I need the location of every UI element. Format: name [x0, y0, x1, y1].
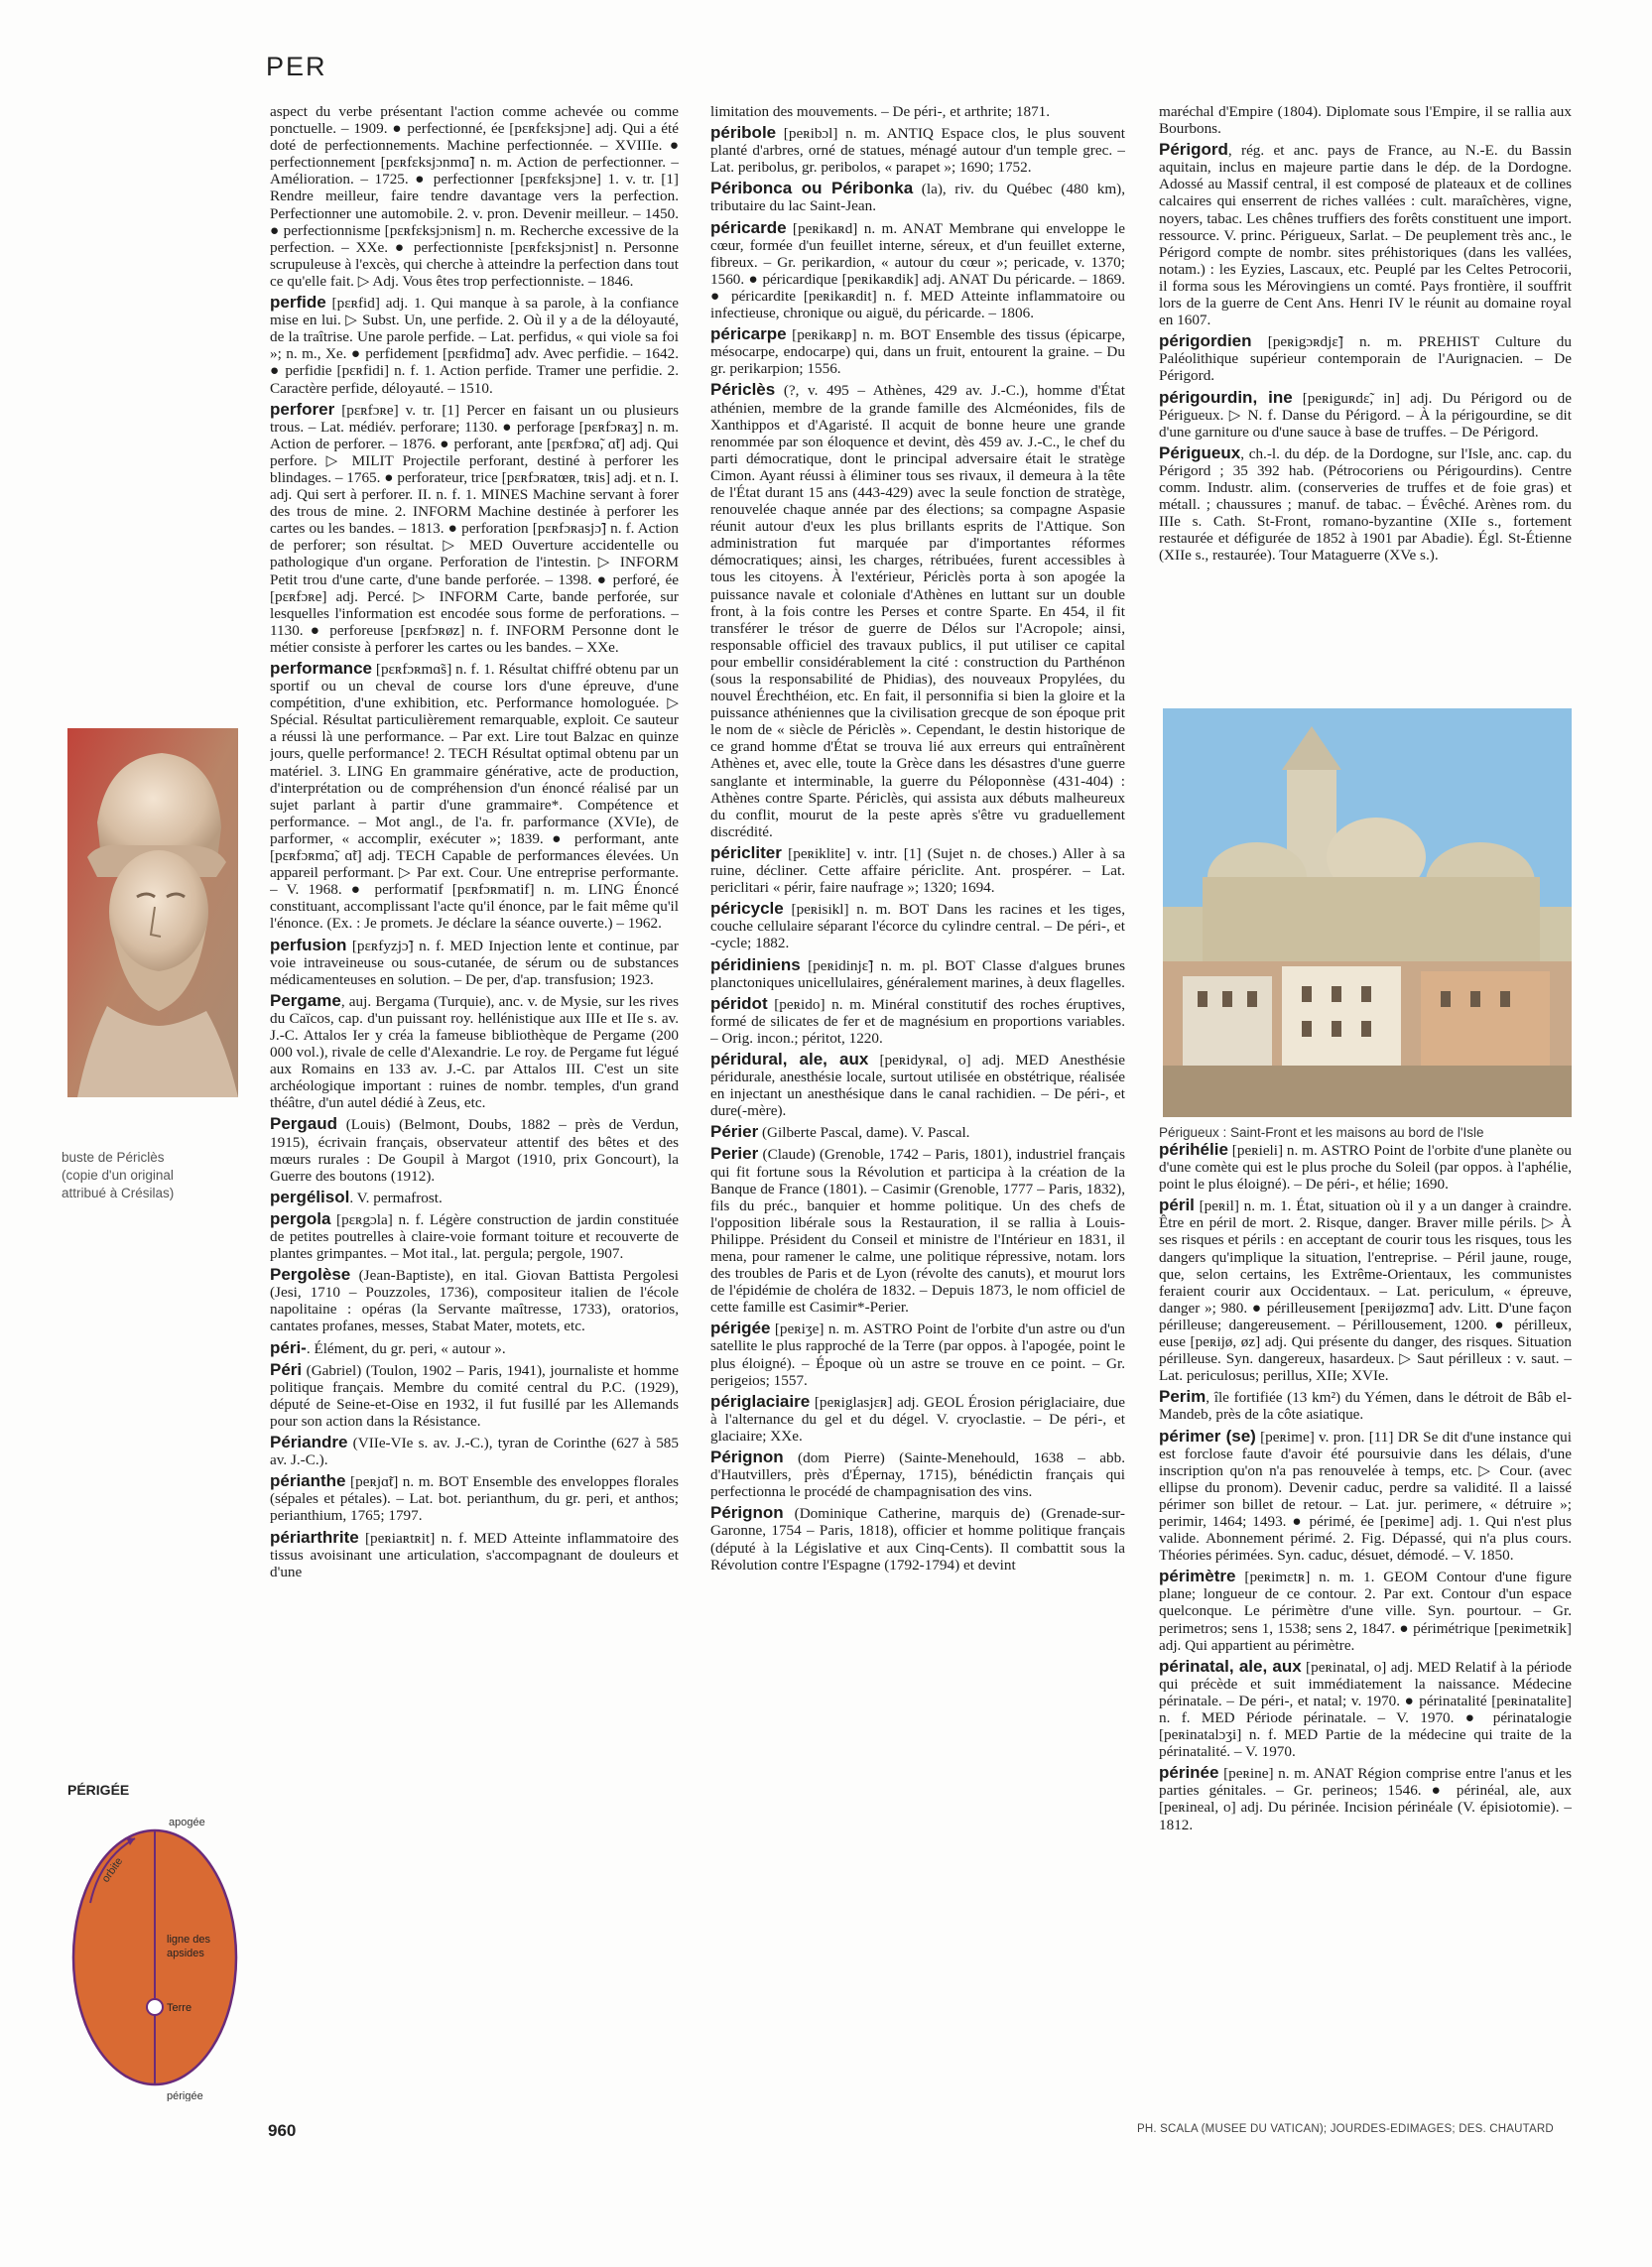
column-1 [270, 103, 679, 2132]
dictionary-entry [1159, 103, 1572, 137]
perigee-label: périgée [167, 2090, 203, 2101]
entry-definition: (Claude) (Grenoble, 1742 – Paris, 1801), industriel français qui fit fortune sous la Révolution et participa à la création de la Banque de France (1801). – Casimir (Grenoble, 1777 – Paris, 1832), fils du préc., banquier et homme politique. Un des chefs de l'opposition libérale sous la Restauration, il se rallia à Louis-Philippe. Président du Conseil et ministre de l'Intérieur en 1831, il mena, pour ramener le calme, une politique répressive, notam. lors des troubles de Paris et de Lyon (révolte des canuts), et mourut lors de l'épidémie de choléra de 1832. – Depuis 1873, le nom officiel de cette famille est Casimir*-Perier. [710, 1146, 1125, 1317]
entry-headword: péridiniens [710, 954, 801, 974]
dictionary-entry [270, 992, 679, 1112]
dictionary-entry [710, 124, 1125, 176]
entry-definition: [pɛʀfɔʀe] v. tr. [1] Percer en faisant un ou plusieurs trous. – Lat. médiév. perforare; 1130. ● perforage [pɛʀfɔʀaʒ] n. m. Action de perforer. – 1876. ● perforant, ante [pɛʀfɔʀɑ̃, ɑ̃t] adj. Qui perfore. ▷ MILIT Projectile perforant, destiné à perforer les blindages. – 1765. ● perforateur, trice [pɛʀfɔʀatœʀ, tʀis] adj. et n. I. adj. Qui sert à perforer. II. n. f. 1. MINES Machine servant à forer des trous de mine. 2. INFORM Machine destinée à perforer les cartes ou les bandes. – 1813. ● perforation [pɛʀfɔʀasjɔ̃] n. f. Action de perforer; son résultat. ▷ MED Ouverture accidentelle ou pathologique d'un organe. Perforation de l'intestin. ▷ INFORM Petit trou d'une carte, d'une bande perforée. – 1398. ● perforé, ée [pɛʀfɔʀe] adj. Percé. ▷ INFORM Carte, bande perforée, sur lesquelles l'information est encodée sous forme de perforations. – 1130. ● perforeuse [pɛʀfɔʀøz] n. f. INFORM Personne dont le métier consiste à perforer les cartes ou les bandes. – XXe. [270, 401, 679, 656]
dictionary-entry [270, 937, 679, 988]
pericles-caption [62, 1149, 250, 1202]
entry-definition: (Jean-Baptiste), en ital. Giovan Battista Pergolesi (Jesi, 1710 – Pouzzoles, 1736), compositeur italien de l'école napolitaine : opéras (la Servante maîtresse, 1733), oratorios, cantates profanes, messes, Stabat Mater, motets, etc. [270, 1267, 679, 1335]
entry-headword: péridot [710, 993, 768, 1013]
dictionary-entry [710, 1504, 1125, 1573]
entry-definition: . V. permafrost. [349, 1189, 443, 1206]
column-3-bottom [1159, 1141, 1572, 2133]
entry-definition: limitation des mouvements. – De péri-, et arthrite; 1871. [710, 103, 1051, 120]
entry-definition: [peʀime] v. pron. [11] DR Se dit d'une instance qui est forclose faute d'avoir été poursuivie dans les délais, d'une inscription qu'on n'a pas renouvelée à temps, etc. ▷ Cour. (avec ellipse du pronom). Devenir caduc, perdre sa validité. Il a laissé périmer son billet de retour. – Lat. jur. perimere, « détruire »; perimir, 1464; 1493. ● périmé, ée [peʀime] adj. 1. Qui n'est plus valide. Abonnement périmé. 2. Fig. Dépassé, qui n'a plus cours. Théories périmées. Syn. caduc, désuet, démodé. – V. 1850. [1159, 1428, 1572, 1565]
perigee-diagram-title: PÉRIGÉE [67, 1782, 130, 1798]
entry-definition: [peʀil] n. m. 1. État, situation où il y a un danger à craindre. Être en péril de mort. 2. Risque, danger. Braver mille périls. ▷ À ses risques et périls : en acceptant de courir tous les risques, tous les dangers qu'implique la situation, l'entreprise. – Péril jaune, rouge, que, selon certains, les Extrême-Orientaux, les communistes feraient courir aux Occidentaux. – Lat. periculum, « épreuve, danger »; 980. ● périlleusement [peʀijøzmɑ̃] adv. Litt. D'une façon périlleuse; dangereusement. – Périllousement, 1200. ● périlleux, euse [peʀijø, øz] adj. Qui présente du danger, des risques. Situation périlleuse. Syn. dangereux, hasardeux. ▷ Saut périlleux : v. saut. – Lat. periculosus; perillus, XIIe; XVIe. [1159, 1197, 1572, 1385]
entry-definition: [pɛʀfid] adj. 1. Qui manque à sa parole, à la confiance mise en lui. ▷ Subst. Un, une perfide. 2. Où il y a de la déloyauté, de la traîtrise. Une parole perfide. – Lat. perfidus, « qui viole sa foi »; n. m., Xe. ● perfidement [pɛʀfidmɑ̃] adv. Avec perfidie. – 1642. ● perfidie [pɛʀfidi] n. f. 1. Action perfide. Tramer une perfidie. 2. Caractère perfide, déloyauté. – 1510. [270, 295, 679, 397]
dictionary-entry [710, 1320, 1125, 1388]
entry-definition: (dom Pierre) (Sainte-Menehould, 1638 – abb. d'Hautvillers, près d'Épernay, 1715), bénédictin français qui perfectionna le procédé de champagnisation des vins. [710, 1449, 1125, 1501]
entry-definition: [pɛʀfɔʀmɑ̃s] n. f. 1. Résultat chiffré obtenu par un sportif ou un cheval de course lors d'une épreuve, d'une compétition, d'une exhibition, etc. Performance homologuée. ▷ Spécial. Résultat particulièrement remarquable, exploit. Ce sauteur a réussi là une performance. – Par ext. Lire tout Balzac en quinze jours, quelle performance! 2. TECH Résultat optimal obtenu par un matériel. 3. LING En grammaire générative, acte de production, d'interprétation ou de compréhension d'un énoncé réalisé par un sujet parlant à partir d'une grammaire*. Compétence et performance. – Mot angl., de l'a. fr. parformance (XVIe), de parformer, « accomplir, exécuter »; 1839. ● performant, ante [pɛʀfɔʀmɑ̃, ɑ̃t] adj. TECH Capable de performances élevées. Un appareil performant. ▷ Par ext. Cour. Une entreprise performante. – V. 1968. ● performatif [pɛʀfɔʀmatif] n. m. LING Énoncé constituant, accomplissant l'acte qu'il énonce, par le fait même qu'il l'énonce. (Ex. : Je promets. Je déclare la séance ouverte.) – 1962. [270, 661, 679, 933]
entry-headword: péricliter [710, 842, 782, 862]
entry-definition: (Louis) (Belmont, Doubs, 1882 – près de Verdun, 1915), écrivain français, observateur attentif des bêtes et des mœurs rurales : De Goupil à Margot (1910, prix Goncourt), la Guerre des boutons (1912). [270, 1116, 679, 1185]
running-head: PER [266, 52, 327, 81]
entry-headword: périglaciaire [710, 1391, 811, 1411]
entry-definition: [peʀido] n. m. Minéral constitutif des roches éruptives, formé de silicates de fer et de magnésium en proportions variables. – Orig. incon.; péritot, 1220. [710, 995, 1125, 1047]
entry-definition: [peʀidyʀal, o] adj. MED Anesthésie péridurale, anesthésie locale, surtout utilisée en obstétrique, réalisée en injectant un anesthésique dans le canal rachidien. – De péri-, et dure(-mère). [710, 1051, 1125, 1120]
dictionary-entry [710, 900, 1125, 951]
dictionary-entry [1159, 1568, 1572, 1653]
dictionary-entry [1159, 1196, 1572, 1384]
entry-headword: péridural, ale, aux [710, 1049, 869, 1069]
column-3-top [1159, 103, 1572, 698]
entry-headword: Pérignon [710, 1503, 784, 1523]
entry-headword: périmer (se) [1159, 1426, 1256, 1446]
entry-headword: périgourdin, ine [1159, 387, 1293, 407]
pericles-caption-line-2: (copie d'un original [62, 1168, 174, 1183]
entry-headword: Pergame [270, 990, 341, 1010]
entry-definition: [peʀiklite] v. intr. [1] (Sujet n. de choses.) Aller à sa ruine, décliner. Cette affaire périclite. Ant. prospérer. – Lat. periclitari « périr, faire naufrage »; 1320; 1694. [710, 844, 1125, 897]
entry-headword: péril [1159, 1196, 1195, 1215]
dictionary-entry [270, 660, 679, 933]
entry-definition: (la), riv. du Québec (480 km), tributaire du lac Saint-Jean. [710, 181, 1125, 215]
entry-headword: Périer [710, 1122, 759, 1142]
perigueux-caption: Périgueux : Saint-Front et les maisons au bord de l'Isle [1159, 1125, 1484, 1140]
entry-definition: [peʀine] n. m. ANAT Région comprise entre l'anus et les parties génitales. – Gr. perineos; 1546. ● périnéal, ale, aux [peʀineal, o] adj. Du périnée. Incision périnéale (V. épisiotomie). – 1812. [1159, 1765, 1572, 1833]
apsides-label-1: ligne des [167, 1934, 211, 1946]
entry-definition: (VIIe-VIe s. av. J.-C.), tyran de Corinthe (627 à 585 av. J.-C.). [270, 1435, 679, 1469]
pericles-caption-line-1 [62, 1149, 250, 1167]
dictionary-entry [710, 1051, 1125, 1119]
dictionary-entry [710, 1393, 1125, 1445]
column-2 [710, 103, 1125, 2132]
entry-headword: Périandre [270, 1433, 348, 1452]
entry-headword: perforer [270, 399, 335, 419]
entry-definition: [pɛʀgɔla] n. f. Légère construction de jardin constituée de petites poutrelles à claire-voie formant toiture et recouverte de plantes grimpantes. – Mot ital., lat. pergula; pergole, 1907. [270, 1210, 679, 1263]
entry-headword: périanthe [270, 1471, 346, 1491]
entry-headword: périnatal, ale, aux [1159, 1656, 1302, 1676]
dictionary-entry [270, 1472, 679, 1524]
entry-definition: [peʀiaʀtʀit] n. f. MED Atteinte inflammatoire des tissus avoisinant une articulation, s'accompagnant de douleurs et d'une [270, 1529, 679, 1580]
entry-definition: [peʀinatal, o] adj. MED Relatif à la période qui précède et suit immédiatement la naissance. Médecine périnatale. – De péri-, et natal; v. 1970. ● périnatalité [peʀinatalite] n. f. MED Période périnatale. – V. 1970. ● périnatalogie [peʀinatalɔʒi] n. f. MED Partie de la médecine qui traite de la périnatalité. – V. 1970. [1159, 1658, 1572, 1761]
entry-headword: péricycle [710, 899, 784, 919]
entry-definition: (Dominique Catherine, marquis de) (Grenade-sur-Garonne, 1754 – Paris, 1818), officier et homme politique français (député à la Législative et aux Cinq-Cents). Il combattit sous la Révolution contre l'Espagne (1792-1794) et devint [710, 1505, 1125, 1574]
entry-definition: (?, v. 495 – Athènes, 429 av. J.-C.), homme d'État athénien, membre de la grande famille des Alcméonides, fils de Xanthippos et d'Agaristé. Il acquit de bonne heure une grande renommée par son éloquence et devint, dès 459 av. J.-C., le chef du parti démocratique, dont le principal adversaire était le stratège Cimon. Ayant réussi à éliminer tous ses rivaux, il demeura à la tête de l'État durant 15 ans (443-429) avec la seule fonction de stratège, renouvelée chaque année par des élections; sa compagne Aspasie réunit autour d'eux les plus brillants esprits de l'Attique. Son administration fut marquée par d'importantes réformes démocratiques; ainsi, les charges, rétribuées, furent accessibles à tous les citoyens. À l'extérieur, Périclès porta à son apogée la puissance navale et coloniale d'Athènes en luttant sur un double front, à la fois contre les Perses et contre Sparte. En 454, il fit transférer le trésor de guerre de Délos sur l'Acropole; ainsi, responsable officiel des travaux publics, il put utiliser ce capital pour embellir considérablement la cité : construction du Parthénon (sous la responsabilité de Phidias), des nouveaux Propylées, du nouvel Érechthéion, etc. En fait, il personnifia si bien la gloire et la puissance athéniennes que la civilisation grecque de son époque prit le nom de « siècle de Périclès ». Cependant, le destin historique de ce grand homme d'État se trouva lié aux erreurs qui entraînèrent Athènes et, avec elle, toute la Grèce dans les désastres d'une guerre sanglante et interminable, la guerre du Péloponnèse (431-404) : Athènes contre Sparte. Périclès, qui assista aux débuts malheureux du conflit, mourut de la peste après s'être vu graduellement discrédité. [710, 382, 1125, 840]
dictionary-entry [710, 381, 1125, 840]
entry-headword: performance [270, 659, 372, 678]
entry-definition: . Élément, du gr. peri, « autour ». [306, 1339, 506, 1357]
entry-definition: [peʀimɛtʀ] n. m. 1. GEOM Contour d'une figure plane; longueur de ce contour. 2. Par ext. Contour d'un espace quelconque. Le périmètre d'une ville. Syn. pourtour. – Gr. perimetros; sens 1, 1538; sens 2, 1847. ● périmétrique [peʀimetʀik] adj. Qui appartient au périmètre. [1159, 1569, 1572, 1654]
dictionary-entry [270, 103, 679, 290]
entry-headword: Péri [270, 1359, 303, 1379]
earth-label: Terre [167, 2002, 192, 2014]
entry-definition: , auj. Bergama (Turquie), anc. v. de Mysie, sur les rives du Caïcos, cap. d'un puissant roy. hellénistique aux IIIe et IIe s. av. J.-C. Attalos Ier y créa la fameuse bibliothèque de Pergame (200 000 vol.), rivale de celle d'Alexandrie. Le roy. de Pergame fut légué aux Romains en 133 av. J.-C. par Attalos III. C'est un site archéologique important : ruines de nombr. temples, d'un grand théâtre, d'un autel dédié à Zeus, etc. [270, 992, 679, 1112]
dictionary-entry [270, 1339, 679, 1357]
entry-headword: Péribonca ou Péribonka [710, 179, 914, 198]
entry-definition: [peʀiguʀdɛ̃, in] adj. Du Périgord ou de Périgueux. ▷ N. f. Danse du Périgord. – À la périgourdine, se dit d'une garniture ou d'une sauce à base de truffes. – De Périgord. [1159, 389, 1572, 441]
entry-definition: maréchal d'Empire (1804). Diplomate sous l'Empire, il se rallia aux Bourbons. [1159, 103, 1572, 138]
dictionary-entry [1159, 1388, 1572, 1423]
dictionary-entry [710, 180, 1125, 214]
entry-headword: périgée [710, 1319, 771, 1338]
entry-definition: [peʀigɔʀdjɛ̃] n. m. PREHIST Culture du Paléolithique supérieur contemporain de l'Aurignacien. – De Périgord. [1159, 333, 1572, 385]
entry-headword: perfusion [270, 935, 347, 954]
dictionary-entry [710, 995, 1125, 1047]
dictionary-entry [710, 1145, 1125, 1316]
entry-headword: périarthrite [270, 1527, 359, 1547]
dictionary-entry [270, 1266, 679, 1334]
entry-headword: périmètre [1159, 1567, 1236, 1586]
dictionary-entry [270, 1529, 679, 1580]
entry-headword: périgordien [1159, 331, 1252, 351]
entry-headword: Périgord [1159, 140, 1228, 160]
entry-headword: Périgueux [1159, 442, 1241, 462]
apsides-label-2: apsides [167, 1948, 204, 1959]
dictionary-entry [710, 956, 1125, 991]
entry-headword: péricarpe [710, 324, 787, 344]
dictionary-entry [710, 1448, 1125, 1500]
entry-definition: [pɛʀfyzjɔ̃] n. f. MED Injection lente et continue, par voie intraveineuse ou sous-cutanée, de sérum ou de substances médicamenteuses en solution. – De per, d'ap. transfusion; 1923. [270, 937, 679, 988]
dictionary-entry [1159, 1764, 1572, 1832]
dictionary-entry [270, 1189, 679, 1206]
entry-headword: péri- [270, 1337, 307, 1357]
dictionary-entry [270, 1210, 679, 1262]
entry-headword: perfide [270, 293, 326, 313]
entry-definition: [peʀieli] n. m. ASTRO Point de l'orbite d'une planète ou d'une comète qui est le plus proche du Soleil (par oppos. à l'aphélie, point le plus éloigné). – De péri-, et hélie; 1690. [1159, 1142, 1572, 1194]
dictionary-entry [710, 103, 1125, 120]
dictionary-entry [710, 325, 1125, 377]
entry-definition: [peʀiglasjɛʀ] adj. GEOL Érosion périglaciaire, due à l'alternance du gel et du dégel. V. cryoclastie. – De péri-, et glaciaire; XXe. [710, 1393, 1125, 1445]
entry-definition: [peʀikaʀp] n. m. BOT Ensemble des tissus (épicarpe, mésocarpe, endocarpe) qui, dans un fruit, entourent la graine. – Du gr. perikarpion; 1556. [710, 326, 1125, 378]
dictionary-entry [1159, 1428, 1572, 1565]
entry-definition: [peʀidinjɛ̃] n. m. pl. BOT Classe d'algues brunes planctoniques unicellulaires, généralement marines, à deux flagelles. [710, 956, 1125, 991]
perigueux-cathedral-image [1163, 708, 1572, 1117]
entry-headword: péricarde [710, 217, 787, 237]
dictionary-entry [1159, 332, 1572, 384]
dictionary-entry [270, 1361, 679, 1430]
entry-definition: , ch.-l. du dép. de la Dordogne, sur l'Isle, anc. cap. du Périgord ; 35 392 hab. (Pétrocoriens ou Périgourdins). Centre comm. Industr. alim. (conserveries de truffes et de foie gras) et métall. ; chaussures ; manuf. de tabac. – Évêché. Arènes rom. du IIIe s. Cath. St-Front, romano-byzantine (XIIe s., fortement restaurée et défigurée de 1852 à 1901 par Abadie). Égl. St-Étienne (XIIe s., restaurée). Tour Mataguerre (XVe s.). [1159, 444, 1572, 565]
dictionary-entry [710, 844, 1125, 896]
entry-definition: [peʀjɑ̃t] n. m. BOT Ensemble des enveloppes florales (sépales et pétales). – Lat. bot. perianthum, du gr. peri, et anthos; perianthium, 1765; 1797. [270, 1473, 679, 1525]
dictionary-entry [710, 1123, 1125, 1141]
dictionary-entry [1159, 444, 1572, 565]
apogee-label: apogée [169, 1817, 205, 1828]
entry-headword: périhélie [1159, 1141, 1228, 1159]
entry-headword: Perim [1159, 1387, 1207, 1407]
earth-icon [147, 1999, 163, 2015]
entry-definition: , rég. et anc. pays de France, au N.-E. du Bassin aquitain, inclus en majeure partie dans le dép. de la Dordogne. Adossé au Massif central, il est composé de plateaux et de collines calcaires qui enserrent de riches vallées : cult. maraîchères, vigne, noyers, tabac. Les chênes truffiers des forêts constituent une import. ressource. V. princ. Périgueux, Sarlat. – De peuplement très anc., le Périgord compte de nombr. sites préhistoriques (dans les vallées, notam.) : les Eyzies, Lascaux, etc. Peuplé par les Celtes Petrocorii, il forma sous les Mérovingiens un comté. Pays frontière, il souffrit lors de la guerre de Cent Ans. Henri IV le réunit au domaine royal en 1607. [1159, 142, 1572, 329]
dictionary-entry [1159, 1658, 1572, 1761]
entry-definition: [peʀibɔl] n. m. ANTIQ Espace clos, le plus souvent planté d'arbres, orné de statues, ménagé autour d'un temple grec. – Lat. peribolus, gr. peribolos, « parapet »; 1690; 1752. [710, 125, 1125, 177]
pericles-caption-line-3: attribué à Crésilas) [62, 1186, 175, 1200]
entry-definition: [peʀikaʀd] n. m. ANAT Membrane qui enveloppe le cœur, formée d'un feuillet interne, séreux, et d'un feuillet externe, fibreux. – Gr. perikardion, « autour du cœur »; pericade, v. 1370; 1560. ● péricardique [peʀikaʀdik] adj. ANAT Du péricarde. – 1869. ● péricardite [peʀikaʀdit] n. f. MED Atteinte inflammatoire ou infectieuse, chronique ou aiguë, du péricarde. – 1806. [710, 219, 1125, 322]
entry-headword: pergola [270, 1208, 331, 1228]
entry-headword: Pergolèse [270, 1265, 351, 1285]
dictionary-entry [270, 294, 679, 397]
entry-definition: aspect du verbe présentant l'action comme achevée ou comme ponctuelle. – 1909. ● perfectionné, ée [pɛʀfɛksjɔne] adj. Qui a été doté de perfectionnements. Machine perfectionnée. – XVIIIe. ● perfectionnement [pɛʀfɛksjɔnmɑ̃] n. m. Action de perfectionner. – Amélioration. – 1725. ● perfectionner [pɛʀfɛksjɔne] 1. v. tr. [1] Rendre meilleur, faire tendre davantage vers la perfection. Perfectionner une automobile. 2. v. pron. Devenir meilleur. – 1450. ● perfectionnisme [pɛʀfɛksjɔnism] n. m. Recherche excessive de la perfection. – XXe. ● perfectionniste [pɛʀfɛksjɔnist] n. Personne scrupuleuse à l'excès, qui cherche à atteindre la perfection dans tout ce qu'elle fait. ▷ Adj. Vous êtes trop perfectionniste. – 1846. [270, 103, 679, 290]
dictionary-entry [270, 1115, 679, 1184]
dictionary-entry [1159, 389, 1572, 441]
dictionary-entry [710, 219, 1125, 322]
entry-headword: Périclès [710, 380, 776, 400]
entry-headword: péribole [710, 123, 777, 143]
entry-definition: [peʀisikl] n. m. BOT Dans les racines et les tiges, couche cellulaire séparant l'écorce du cylindre central. – De péri-, et -cycle; 1882. [710, 901, 1125, 952]
entry-headword: Perier [710, 1144, 759, 1164]
dictionary-entry [1159, 1141, 1572, 1193]
pericles-bust-photo [67, 728, 238, 1097]
pericles-bust-image [67, 728, 238, 1097]
photo-credits: PH. SCALA (MUSEE DU VATICAN); JOURDES-EDIMAGES; DES. CHAUTARD [1137, 2123, 1554, 2135]
orbit-label: orbite [99, 1855, 126, 1885]
entry-definition: (Gabriel) (Toulon, 1902 – Paris, 1941), journaliste et homme politique français. Membre du comité central du P.C. (1929), député de Seine-et-Oise en 1932, il fut fusillé par les Allemands pour son action dans la Résistance. [270, 1361, 679, 1430]
entry-definition: (Gilberte Pascal, dame). V. Pascal. [758, 1124, 970, 1142]
page-number: 960 [268, 2121, 297, 2140]
entry-definition: [peʀiʒe] n. m. ASTRO Point de l'orbite d'un astre ou d'un satellite le plus rapproché de la Terre (par oppos. à l'apogée, point le plus éloigné). – Époque où un astre se trouve en ce point. – Gr. perigeios; 1557. [710, 1321, 1125, 1389]
dictionary-entry [270, 1434, 679, 1468]
dictionary-entry [1159, 141, 1572, 328]
pericles-caption-line-1-text: buste de Périclès [62, 1150, 165, 1165]
entry-definition: , île fortifiée (13 km²) du Yémen, dans le détroit de Bâb el-Mandeb, près de la côte asiatique. [1159, 1389, 1572, 1424]
entry-headword: Pergaud [270, 1114, 338, 1134]
perigueux-cathedral-photo [1163, 708, 1572, 1117]
entry-headword: pergélisol [270, 1187, 350, 1206]
entry-headword: périnée [1159, 1763, 1219, 1783]
dictionary-entry [270, 401, 679, 656]
perigee-diagram [56, 1804, 254, 2101]
entry-headword: Pérignon [710, 1448, 784, 1467]
